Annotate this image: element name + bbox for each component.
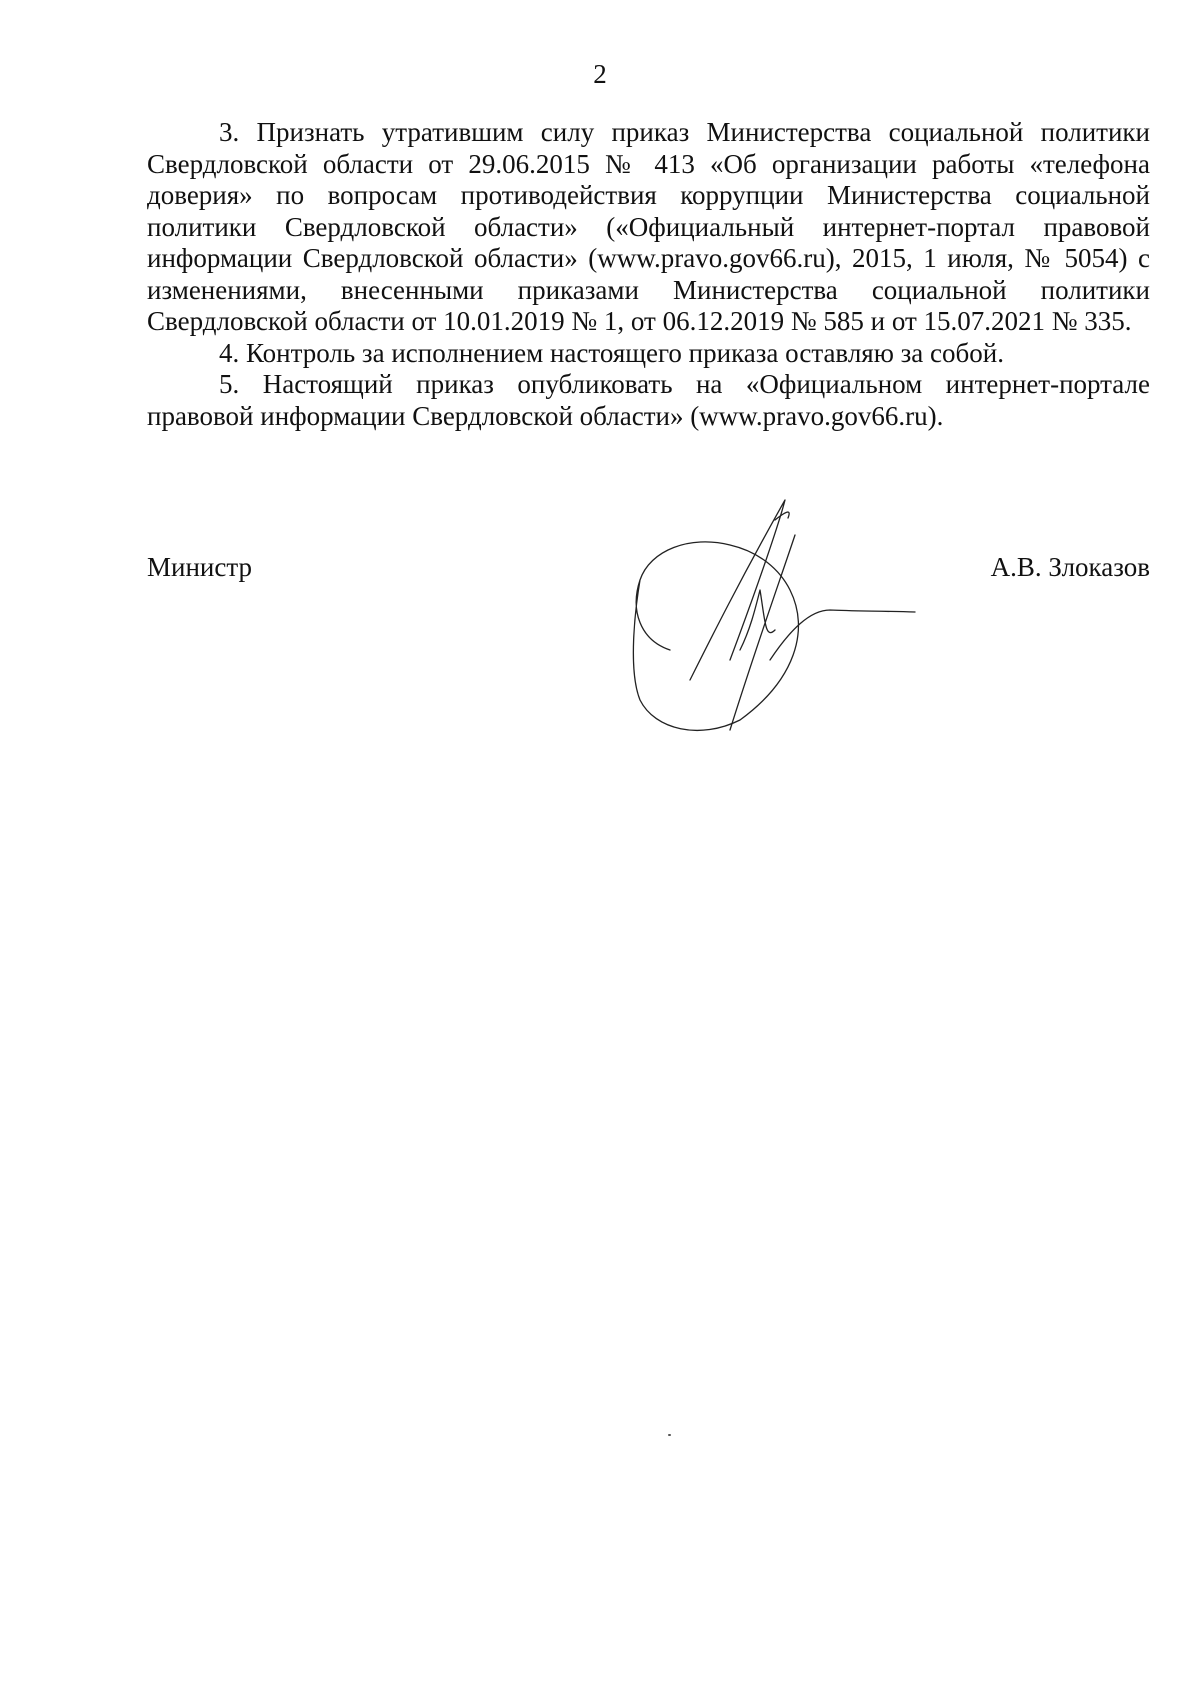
signatory-name: А.В. Злоказов [990, 552, 1150, 582]
scan-speck [668, 1434, 671, 1436]
paragraph-5-publication: 5. Настоящий приказ опубликовать на «Официальном интернет-портале правовой информации Свердловской области» (www.pravo.gov66.ru). [147, 369, 1150, 431]
paragraph-4-control: 4. Контроль за исполнением настоящего приказа оставляю за собой. [219, 337, 1004, 368]
paragraph-3-repeal: 3. Признать утратившим силу приказ Министерства социальной политики Свердловской области от 29.06.2015 № 413 «Об организации работы «телефона доверия» по вопросам противодействия коррупции Министерства социальной политики Свердловской области» («Официальный интернет-портал правовой информации Свердловской области» (www.pravo.gov66.ru), 2015, 1 июля, № 5054) с изменениями, внесенными приказами Министерства социальной политики Свердловской области от 10.01.2019 № 1, от 06.12.2019 № 585 и от 15.07.2021 № 335. [147, 117, 1150, 336]
document-body [147, 117, 1150, 432]
handwritten-signature [580, 490, 920, 740]
signatory-position: Министр [147, 552, 252, 582]
page-number: 2 [593, 59, 607, 89]
